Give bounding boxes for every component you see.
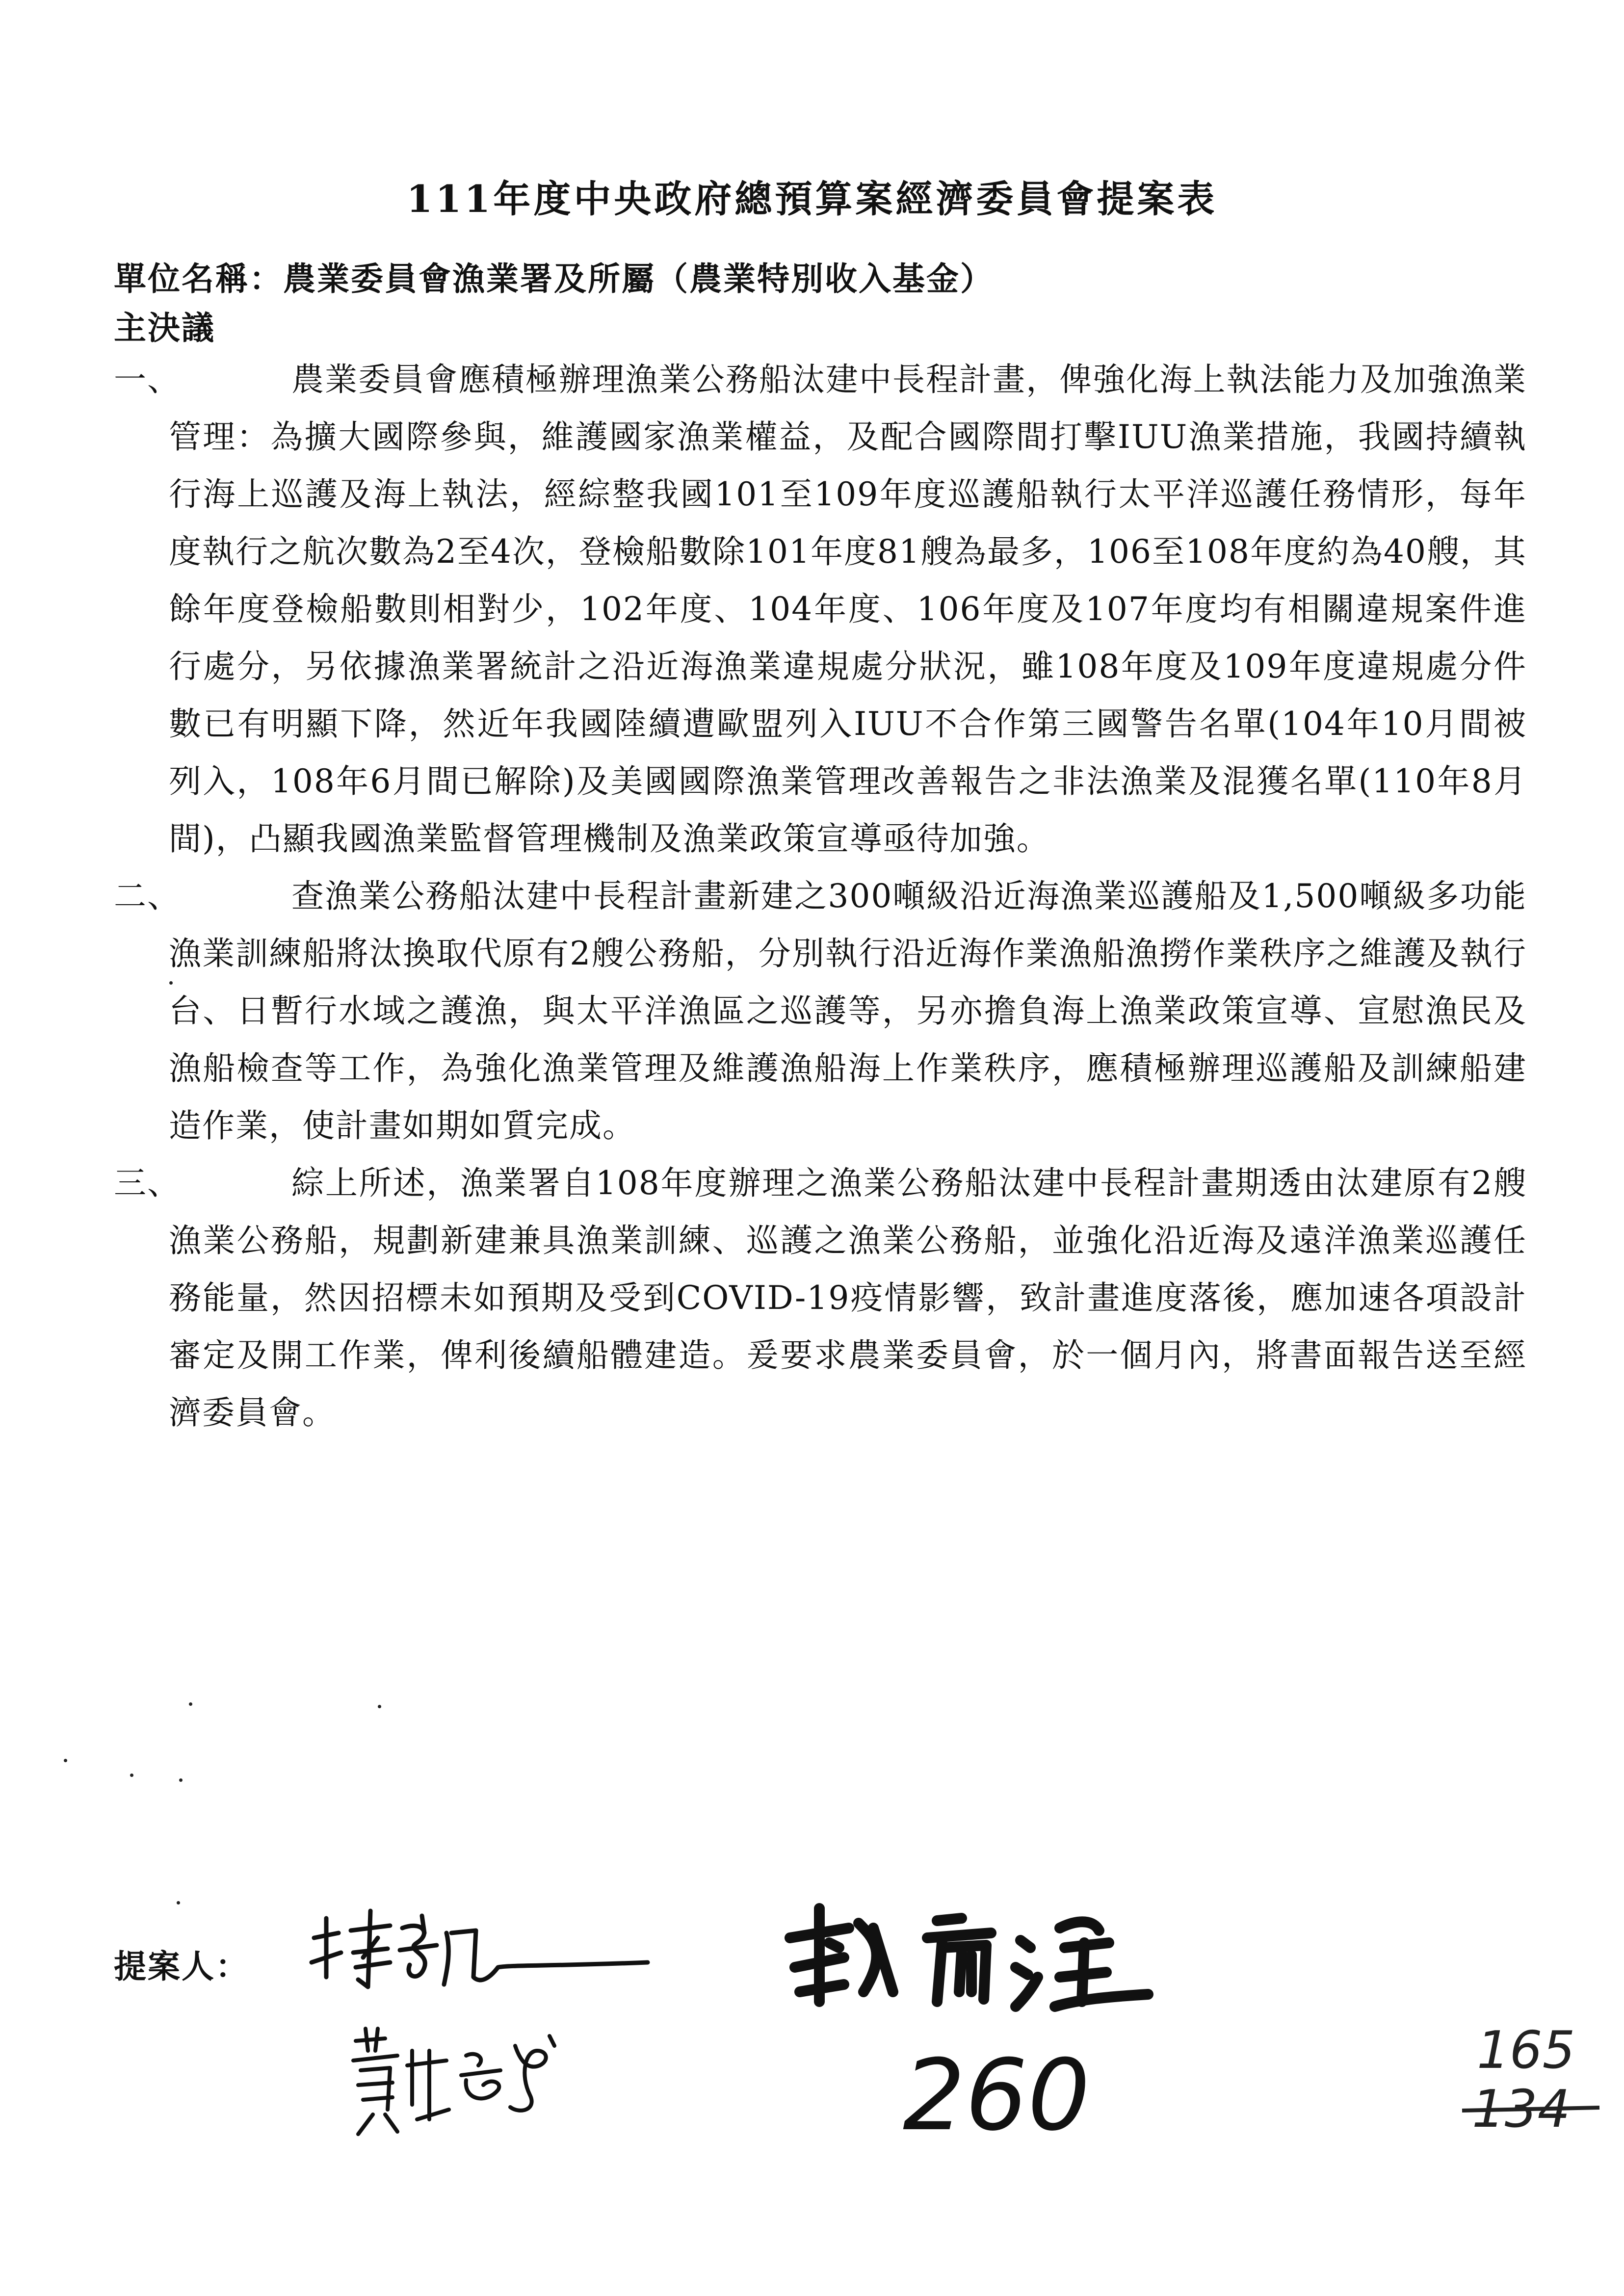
- unit-name-label: 單位名稱：: [114, 260, 283, 298]
- main-resolution-label: 主決議: [114, 309, 215, 347]
- page-number-struck: [1462, 2080, 1609, 2139]
- document-title: 111年度中央政府總預算案經濟委員會提案表: [406, 177, 1218, 221]
- resolution-item: [114, 1154, 1527, 1441]
- resolution-number: 三、: [114, 1164, 181, 1202]
- unit-name-value: 農業委員會漁業署及所屬（農業特別收入基金）: [283, 260, 994, 298]
- resolution-text: 綜上所述，漁業署自108年度辦理之漁業公務船汰建中長程計畫期透由汰建原有2艘漁業公務船，規劃新建兼具漁業訓練、巡護之漁業公務船，並強化沿近海及遠洋漁業巡護任務能量，然因招標未如預期及受到COVID-19疫情影響，致計畫進度落後，應加速各項設計審定及開工作業，俾利後續船體建造。爰要求農業委員會，於一個月內，將書面報告送至經濟委員會。: [169, 1164, 1527, 1432]
- scan-speck: [189, 1702, 192, 1706]
- scan-speck: [169, 981, 173, 985]
- scan-speck: [64, 1759, 67, 1762]
- resolution-text: 農業委員會應積極辦理漁業公務船汰建中長程計畫，俾強化海上執法能力及加強漁業管理：為擴大國際參與，維護國家漁業權益，及配合國際間打擊IUU漁業措施，我國持續執行海上巡護及海上執法，經綜整我國101至109年度巡護船執行太平洋巡護任務情形，每年度執行之航次數為2至4次，登檢船數除101年度81艘為最多，106至108年度約為40艘，其餘年度登檢船數則相對少，102年度、104年度、106年度及107年度均有相關違規案件進行處分，另依據漁業署統計之沿近海漁業違規處分狀況，雖108年度及109年度違規處分件數已有明顯下降，然近年我國陸續遭歐盟列入IUU不合作第三國警告名單(104年10月間被列入，108年6月間已解除)及美國國際漁業管理改善報告之非法漁業及混獲名單(110年8月間)，凸顯我國漁業監督管理機制及漁業政策宣導亟待加強。: [169, 361, 1527, 858]
- handwritten-number-text: 260: [903, 2038, 1090, 2153]
- resolution-item: [114, 351, 1527, 867]
- handwritten-signature: [343, 2021, 618, 2139]
- resolution-item: [114, 867, 1527, 1154]
- scan-speck: [177, 1901, 180, 1905]
- proposer-label: 提案人：: [114, 1947, 249, 1985]
- handwritten-signature: [304, 1904, 657, 2002]
- scan-speck: [378, 1705, 381, 1708]
- scan-speck: [130, 1774, 133, 1777]
- handwritten-signature: [775, 1894, 1178, 2021]
- unit-name-line: [114, 253, 994, 299]
- page-number-new: 165: [1477, 2020, 1575, 2080]
- page-number-handwritten: [1472, 2020, 1599, 2080]
- resolution-list: [114, 351, 1527, 1441]
- resolution-text: 查漁業公務船汰建中長程計畫新建之300噸級沿近海漁業巡護船及1,500噸級多功能漁業訓練船將汰換取代原有2艘公務船，分別執行沿近海作業漁船漁撈作業秩序之維護及執行台、日暫行水域之護漁，與太平洋漁區之巡護等，另亦擔負海上漁業政策宣導、宣慰漁民及漁船檢查等工作，為強化漁業管理及維護漁船海上作業秩序，應積極辦理巡護船及訓練船建造作業，使計畫如期如質完成。: [169, 877, 1527, 1145]
- page-number-old: 134: [1472, 2079, 1571, 2139]
- handwritten-number: [898, 2038, 1104, 2153]
- scan-speck: [179, 1778, 183, 1782]
- resolution-number: 一、: [114, 361, 181, 398]
- resolution-number: 二、: [114, 877, 181, 915]
